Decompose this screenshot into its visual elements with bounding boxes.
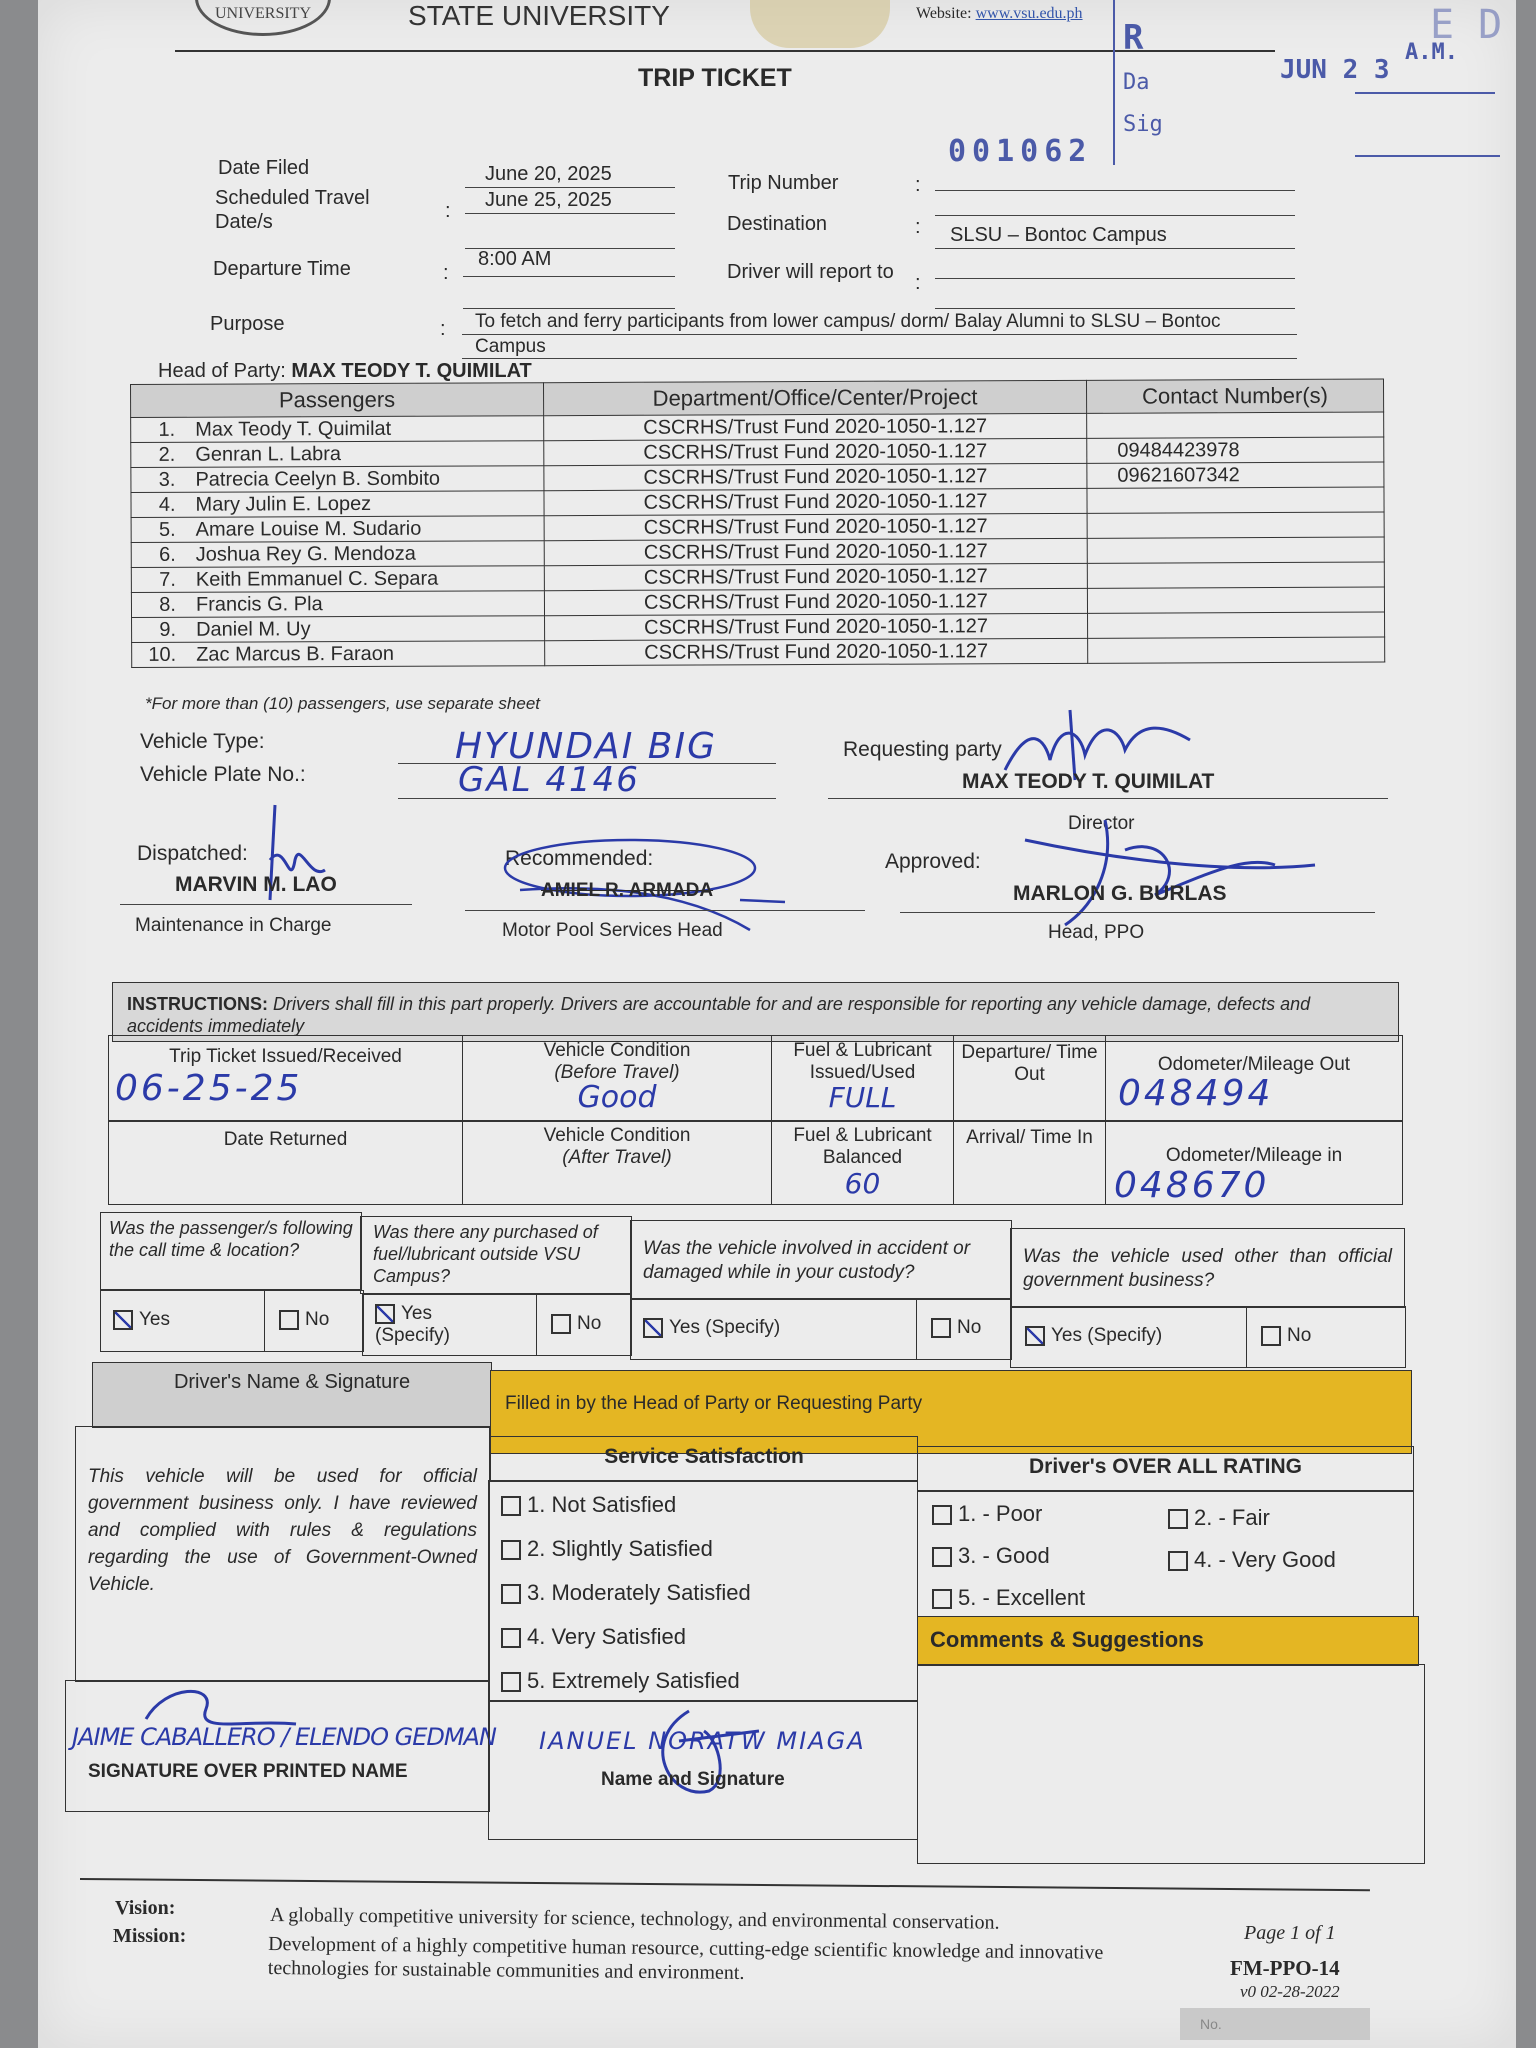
passenger-department: CSCRHS/Trust Fund 2020-1050-1.127 [544,588,1087,615]
cond-after-cell: Vehicle Condition (After Travel) [462,1120,772,1205]
service-option[interactable]: 3. Moderately Satisfied [501,1573,905,1617]
passenger-name [131,566,544,593]
filled-by-banner: Filled in by the Head of Party or Requesting Party [490,1370,1412,1454]
service-checkbox[interactable] [501,1540,521,1560]
date-filed-value[interactable]: June 20, 2025 [485,163,612,185]
service-checkbox[interactable] [501,1496,521,1516]
passenger-contact [1087,562,1384,588]
rating-checkbox[interactable] [1168,1551,1188,1571]
passenger-name-text: Keith Emmanuel C. Separa [195,567,439,591]
q3-no[interactable]: No [916,1298,1012,1360]
q4-yes-checkbox[interactable] [1025,1326,1045,1346]
vehicle-plate-value[interactable]: GAL 4146 [458,760,640,800]
passenger-number: 8. [159,593,177,616]
rating-option[interactable]: 1. - Poor [932,1501,1042,1527]
fuel-balanced-cell: Fuel & Lubricant Balanced 60 [771,1120,954,1205]
head-of-party: Head of Party: MAX TEODY T. QUIMILAT [158,360,532,382]
passengers-table-wrap [130,379,1385,668]
website-link[interactable]: www.vsu.edu.ph [975,5,1083,22]
rating-checkbox[interactable] [932,1547,952,1567]
q3-yes[interactable]: Yes (Specify) [630,1298,917,1360]
passengers-body [131,412,1385,667]
head-of-party-name: MAX TEODY T. QUIMILAT [291,360,532,382]
service-option[interactable]: 1. Not Satisfied [501,1485,905,1529]
driver-signature-label: SIGNATURE OVER PRINTED NAME [88,1761,408,1782]
passenger-name-text: Mary Julin E. Lopez [195,492,372,516]
passenger-name-text: Patrecia Ceelyn B. Sombito [195,467,441,491]
passenger-contact [1087,512,1384,538]
q1-yes-checkbox[interactable] [113,1310,133,1330]
scheduled-travel-value[interactable]: June 25, 2025 [485,189,612,211]
rater-signature[interactable]: IANUEL NORATW MIAGA [539,1727,866,1755]
passenger-department: CSCRHS/Trust Fund 2020-1050-1.127 [545,638,1088,665]
fuel-balanced-value[interactable]: 60 [844,1167,881,1200]
passengers-header-row [131,379,1384,417]
driver-rating-list [917,1490,1414,1618]
form-title: TRIP TICKET [638,64,792,92]
rating-option[interactable]: 3. - Good [932,1543,1050,1569]
col-department: Department/Office/Center/Project [543,380,1086,415]
rating-option[interactable]: 2. - Fair [1168,1505,1270,1531]
q4-cell: Was the vehicle used other than official government business? [1010,1228,1405,1308]
issued-cell: Trip Ticket Issued/Received 06-25-25 [108,1035,463,1122]
passenger-contact [1087,537,1384,563]
driver-rating-header: Driver's OVER ALL RATING [917,1446,1414,1492]
approved-title: Head, PPO [1048,922,1145,943]
q2-yes[interactable]: Yes (Specify) [362,1294,537,1356]
q2-no-checkbox[interactable] [551,1314,571,1334]
scheduled-travel-label: Scheduled Travel Date/s [215,187,370,233]
q3-yes-checkbox[interactable] [643,1318,663,1338]
form-version: v0 02-28-2022 [1240,1982,1340,2001]
q4-yes[interactable]: Yes (Specify) [1010,1306,1247,1368]
recommended-title: Motor Pool Services Head [502,920,723,941]
passenger-name [131,466,544,493]
service-option[interactable]: 5. Extremely Satisfied [501,1661,905,1705]
passenger-name [132,616,545,643]
passenger-department: CSCRHS/Trust Fund 2020-1050-1.127 [544,538,1087,565]
rating-option[interactable]: 4. - Very Good [1168,1547,1336,1573]
rater-signature-cell [488,1700,918,1840]
serial-number: 001062 [948,134,1093,169]
fuel-issued-cell: Fuel & Lubricant Issued/Used FULL [771,1035,954,1122]
requesting-party-label: Requesting party [843,738,1002,761]
seal-text: UNIVERSITY [215,5,311,22]
passenger-name [131,491,544,518]
odo-out-cell: Odometer/Mileage Out 048494 [1105,1035,1403,1122]
fuel-issued-value[interactable]: FULL [828,1081,897,1114]
vehicle-type-label: Vehicle Type: [140,730,265,753]
vision-label: Vision: [115,1897,176,1919]
instructions: INSTRUCTIONS: Drivers shall fill in this part properly. Drivers are accountable for and are responsible for reporting any vehicle damage, defects and accidents immediately [127,994,1311,1036]
rating-checkbox[interactable] [932,1505,952,1525]
passenger-name-text: Francis G. Pla [195,593,323,616]
odo-out-value[interactable]: 048494 [1118,1073,1274,1114]
cond-before-cell: Vehicle Condition (Before Travel) Good [462,1035,772,1122]
service-checkbox[interactable] [501,1672,521,1692]
comments-header: Comments & Suggestions [917,1616,1419,1666]
form-code: FM-PPO-14 [1230,1956,1340,1980]
destination-label: Destination [727,213,828,235]
passenger-department: CSCRHS/Trust Fund 2020-1050-1.127 [544,563,1087,590]
approved-label: Approved: [885,850,981,873]
passenger-number: 1. [158,418,176,441]
passenger-name [131,516,544,543]
passenger-name [131,416,544,443]
passenger-department: CSCRHS/Trust Fund 2020-1050-1.127 [545,613,1088,640]
recommended-name: AMIEL R. ARMADA [541,880,714,901]
website-line: Website: www.vsu.edu.ph [916,5,1083,22]
issued-value[interactable]: 06-25-25 [115,1068,303,1109]
requesting-party-name: MAX TEODY T. QUIMILAT [962,770,1215,793]
q1-yes[interactable]: Yes [100,1290,265,1352]
passenger-name [131,441,544,468]
rating-checkbox[interactable] [932,1589,952,1609]
departure-time-value[interactable]: 8:00 AM [478,248,552,270]
driver-header: Driver's Name & Signature [92,1362,492,1428]
recommended-label: Recommended: [505,847,654,870]
date-filed-label: Date Filed [218,157,310,179]
requesting-party-title: Director [1068,813,1135,834]
passenger-number: 3. [158,468,176,491]
vehicle-plate-label: Vehicle Plate No.: [140,763,306,786]
dispatched-name: MARVIN M. LAO [175,873,337,896]
service-checkbox[interactable] [501,1584,521,1604]
service-option[interactable]: 4. Very Satisfied [501,1617,905,1661]
passenger-department: CSCRHS/Trust Fund 2020-1050-1.127 [544,438,1087,465]
vision-text: A globally competitive university for science, technology, and environmental conservation. [269,1904,1000,1934]
received-stamp: R Da Sig JUN 2 3 A.M. E D [1105,0,1505,165]
q2-yes-checkbox[interactable] [375,1304,395,1324]
driver-statement: This vehicle will be used for official government business only. I have reviewed and complied with rules & regulations regarding the use of Government-Owned Vehicle. [75,1426,490,1682]
service-option[interactable]: 2. Slightly Satisfied [501,1529,905,1573]
driver-signature[interactable]: JAIME CABALLERO / ELENDO GEDMAN [72,1723,496,1751]
passenger-number: 4. [158,493,176,516]
service-header: Service Satisfaction [490,1436,918,1482]
passenger-name-text: Max Teody T. Quimilat [195,417,392,441]
q4-no-checkbox[interactable] [1261,1326,1281,1346]
dispatched-label: Dispatched: [137,842,248,865]
number-box: No. [1180,2008,1370,2040]
passenger-number: 6. [159,543,176,566]
passenger-contact [1088,612,1385,638]
mission-text: Development of a highly competitive human resource, cutting-edge scientific knowledge and innovative technologies for sustainable communities and environment. [267,1933,1104,1984]
passenger-row [132,637,1385,667]
passenger-number: 9. [159,618,177,641]
q2-cell: Was there any purchased of fuel/lubricant outside VSU Campus? [360,1216,632,1294]
driver-report-label: Driver will report to [727,261,894,283]
university-name: STATE UNIVERSITY [408,0,670,31]
col-passengers: Passengers [131,383,544,418]
rating-option[interactable]: 5. - Excellent [932,1585,1085,1611]
page-number: Page 1 of 1 [1244,1922,1336,1944]
mission-label: Mission: [113,1925,187,1947]
driver-signature-cell [65,1680,496,1812]
passenger-name [131,591,544,618]
passenger-contact [1088,637,1385,663]
destination-value[interactable]: SLSU – Bontoc Campus [950,224,1167,246]
q1-no[interactable]: No [264,1290,364,1352]
vehicle-type-value[interactable]: HYUNDAI BIG [455,726,717,767]
q3-cell: Was the vehicle involved in accident or damaged while in your custody? [630,1220,1012,1300]
q3-no-checkbox[interactable] [931,1318,951,1338]
comments-area[interactable] [917,1664,1425,1864]
passenger-name [131,541,544,568]
seal-graphic [750,0,890,48]
passenger-department: CSCRHS/Trust Fund 2020-1050-1.127 [544,413,1087,440]
departure-time-label: Departure Time [213,258,351,280]
arrival-cell: Arrival/ Time In [953,1120,1106,1205]
passenger-contact [1087,587,1384,613]
driver-log-section [112,982,1399,1042]
odo-in-cell: Odometer/Mileage in 048670 [1105,1120,1403,1205]
purpose-label: Purpose [210,313,285,335]
rating-checkbox[interactable] [1168,1509,1188,1529]
passenger-name [132,641,545,668]
passenger-number: 2. [158,443,176,466]
passenger-name-text: Amare Louise M. Sudario [195,517,422,541]
passenger-number: 7. [159,568,176,591]
q4-no[interactable]: No [1246,1306,1406,1368]
cond-before-value[interactable]: Good [577,1080,657,1115]
passenger-name-text: Joshua Rey G. Mendoza [195,542,416,566]
passenger-contact: 09484423978 [1087,437,1384,463]
approved-name: MARLON G. BURLAS [1013,882,1227,905]
passenger-name-text: Daniel M. Uy [196,618,311,641]
passenger-department: CSCRHS/Trust Fund 2020-1050-1.127 [544,463,1087,490]
odo-in-value[interactable]: 048670 [1114,1165,1270,1206]
passenger-name-text: Genran L. Labra [195,443,342,466]
passengers-note: *For more than (10) passengers, use separate sheet [145,694,540,713]
trip-number-label: Trip Number [728,172,839,194]
passenger-number: 5. [158,518,176,541]
q2-no[interactable]: No [536,1294,632,1356]
passenger-number: 10. [148,643,177,666]
name-signature-label: Name and Signature [601,1769,785,1790]
passenger-department: CSCRHS/Trust Fund 2020-1050-1.127 [544,488,1087,515]
returned-cell: Date Returned [108,1120,463,1205]
q1-cell: Was the passenger/s following the call time & location? [100,1212,362,1290]
passenger-contact: 09621607342 [1087,462,1384,488]
departure-cell: Departure/ Time Out [953,1035,1106,1122]
purpose-value[interactable]: To fetch and ferry participants from lower campus/ dorm/ Balay Alumni to SLSU – Bontoc Campus [475,311,1221,357]
service-list [488,1480,918,1702]
q1-no-checkbox[interactable] [279,1310,299,1330]
passenger-contact [1087,412,1384,438]
passengers-table [130,379,1385,668]
col-contact: Contact Number(s) [1086,379,1383,413]
passenger-contact [1087,487,1384,513]
passenger-department: CSCRHS/Trust Fund 2020-1050-1.127 [544,513,1087,540]
passenger-name-text: Zac Marcus B. Faraon [196,642,395,666]
service-checkbox[interactable] [501,1628,521,1648]
dispatched-title: Maintenance in Charge [135,915,332,936]
